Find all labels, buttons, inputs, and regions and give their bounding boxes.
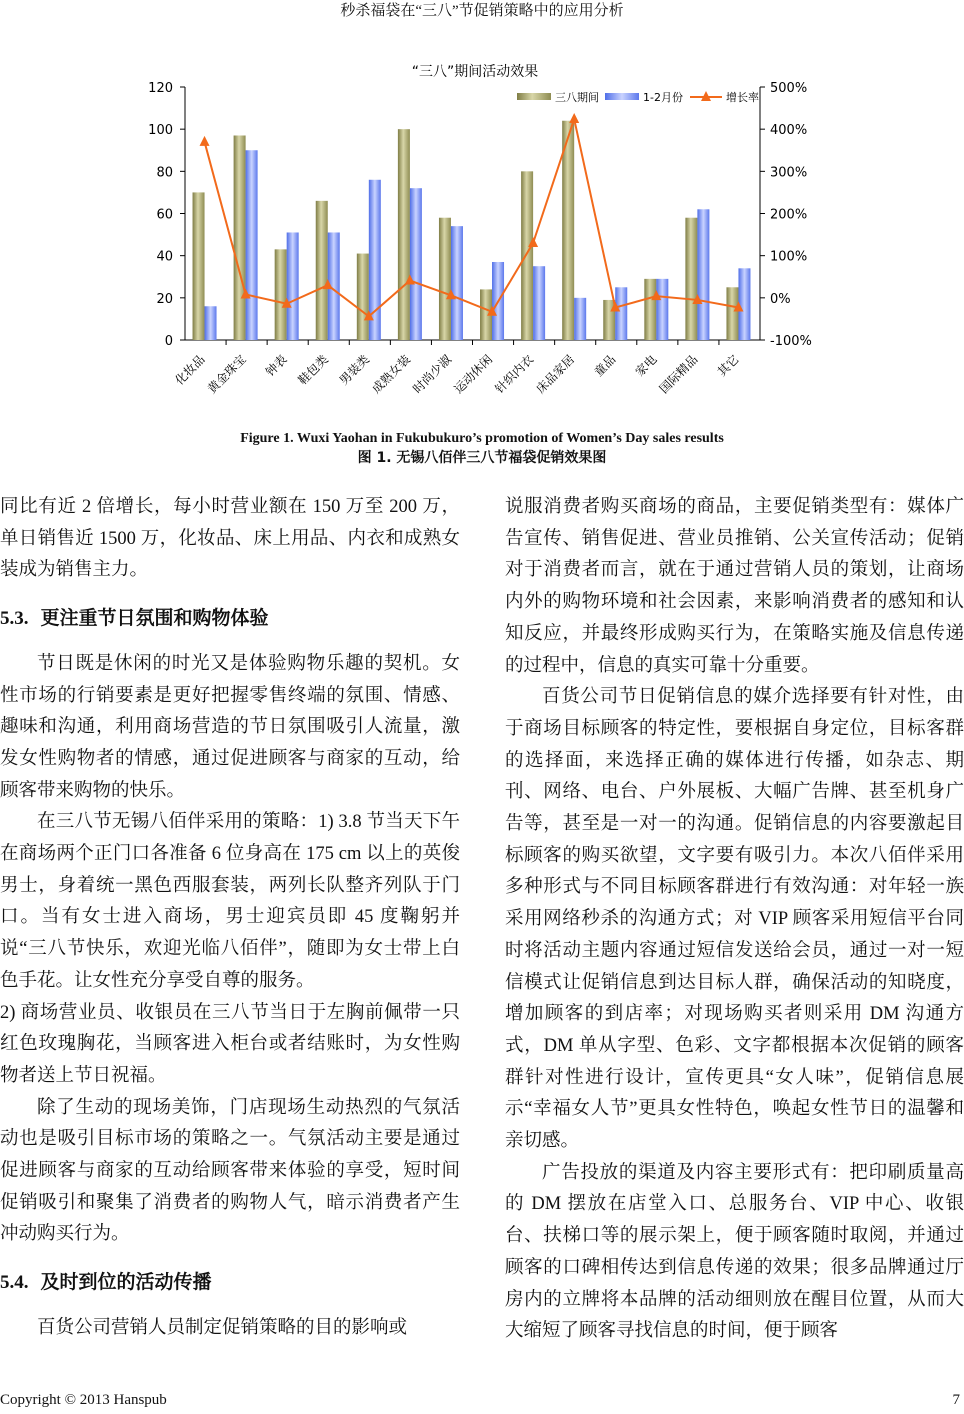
x-tick-label: 运动休闲 (451, 352, 496, 397)
left-column (0, 492, 460, 1345)
y-tick-label: 100 (148, 123, 173, 139)
bar-jan-feb (246, 150, 258, 340)
sales-chart (0, 40, 964, 430)
y2-tick-label: 300% (770, 165, 808, 181)
paragraph: 同比有近 2 倍增长，每小时营业额在 150 万至 200 万，单日销售近 1500 万，化妆品、床上用品、内衣和成熟女装成为销售主力。 (0, 497, 460, 581)
bar-jan-feb (205, 306, 217, 340)
paragraph: 节日既是休闲的时光又是体验购物乐趣的契机。女性市场的行销要素是更好把握零售终端的氛围、情感、趣味和沟通，利用商场营造的节日氛围吸引人流量，激发女性购物者的情感，通过促进顾客与商家的互动，给顾客带来购物的快乐。 (0, 653, 460, 801)
legend-label: 三八期间 (555, 91, 599, 104)
bar-sanba-period (234, 135, 246, 340)
x-tick-label: 床品家居 (533, 352, 578, 397)
section-title: 更注重节日氛围和购物体验 (40, 607, 269, 630)
growth-rate-marker (569, 113, 579, 123)
y-tick-label: 40 (156, 249, 173, 265)
y2-tick-label: 100% (770, 249, 808, 265)
chart-title: “三八”期间活动效果 (411, 64, 539, 80)
bar-jan-feb (533, 266, 545, 340)
y2-tick-label: 200% (770, 207, 808, 223)
bar-jan-feb (738, 268, 750, 340)
bar-jan-feb (615, 287, 627, 340)
page-number: 7 (952, 1392, 960, 1408)
legend-swatch-sanba (517, 93, 551, 100)
y-tick-label: 80 (156, 165, 173, 181)
paragraph: 除了生动的现场美饰，门店现场生动热烈的气氛活动也是吸引目标市场的策略之一。气氛活动主要是通过促进顾客与商家的互动给顾客带来体验的享受，短时间促销吸引和聚集了消费者的购物人气，暗示消费者产生冲动购买行为。 (0, 1097, 460, 1245)
section-number: 5.3. (0, 608, 29, 630)
x-tick-label: 童品 (591, 352, 619, 380)
section-heading-5-3 (0, 603, 460, 635)
bar-jan-feb (656, 279, 668, 340)
x-tick-label: 男装类 (336, 352, 372, 388)
bar-jan-feb (410, 188, 422, 340)
figure-caption-zh: 图 1. 无锡八佰伴三八节福袋促销效果图 (357, 450, 607, 466)
running-header: 秒杀福袋在“三八”节促销策略中的应用分析 (340, 3, 624, 19)
bar-sanba-period (726, 287, 738, 340)
x-tick-label: 国际精品 (656, 352, 701, 397)
section-number: 5.4. (0, 1272, 29, 1294)
bar-jan-feb (451, 226, 463, 340)
paragraph: 百货公司营销人员制定促销策略的目的影响或 (37, 1317, 408, 1338)
bar-sanba-period (562, 121, 574, 340)
y2-tick-label: 0% (770, 291, 791, 307)
figure-caption-en: Figure 1. Wuxi Yaohan in Fukubukuro’s promotion of Women’s Day sales results (240, 431, 724, 446)
x-tick-label: 其它 (714, 352, 742, 380)
bar-jan-feb (287, 232, 299, 340)
paragraph: 在三八节无锡八佰伴采用的策略：1) 3.8 节当天下午在商场两个正门口各准备 6 位身高在 175 cm 以上的英俊男士，身着统一黑色西服套装，两列长队整齐列队于门口。当有女士进入商场，男士迎宾员即 45 度鞠躬并说“三八节快乐，欢迎光临八佰伴”，随即为女士带上白色手花。让女性充分享受自尊的服务。 (0, 812, 460, 991)
paragraph: 广告投放的渠道及内容主要形式有：把印刷质量高的 DM 摆放在店堂入口、总服务台、VIP 中心、收银台、扶梯口等的展示架上，便于顾客随时取阅，并通过顾客的口碑相传达到信息传递的效果；很多品牌通过厅房内的立牌将本品牌的活动细则放在醒目位置，从而大大缩短了顾客寻找信息的时间，便于顾客 (505, 1162, 964, 1342)
y-tick-label: 60 (156, 207, 173, 223)
bar-sanba-period (316, 201, 328, 340)
y-tick-label: 0 (164, 334, 173, 349)
bar-sanba-period (439, 218, 451, 340)
bar-sanba-period (685, 218, 697, 340)
bar-jan-feb (574, 298, 586, 340)
y2-tick-label: -100% (770, 334, 812, 349)
x-tick-label: 黄金珠宝 (204, 352, 249, 397)
section-heading-5-4 (0, 1267, 460, 1299)
paragraph: 2) 商场营业员、收银员在三八节当日于左胸前佩带一只红色玫瑰胸花，当顾客进入柜台或者结账时，为女性购物者送上节日祝福。 (0, 1002, 460, 1086)
y-tick-label: 20 (156, 291, 173, 307)
bar-jan-feb (697, 209, 709, 340)
bar-sanba-period (521, 171, 533, 340)
bar-sanba-period (398, 129, 410, 340)
bar-sanba-period (193, 192, 205, 340)
right-column (505, 492, 964, 1348)
y-tick-label: 120 (148, 81, 173, 96)
section-title: 及时到位的活动传播 (40, 1271, 212, 1294)
x-tick-label: 家电 (632, 352, 660, 380)
x-tick-label: 钟表 (262, 352, 290, 380)
legend-label: 1-2月份 (643, 91, 683, 104)
x-tick-label: 针织内衣 (492, 352, 537, 397)
bar-sanba-period (275, 249, 287, 340)
growth-rate-marker (200, 136, 210, 146)
copyright: Copyright © 2013 Hanspub (0, 1392, 167, 1408)
legend-swatch-janfeb (605, 93, 639, 100)
bar-sanba-period (644, 279, 656, 340)
legend-label: 增长率 (726, 91, 759, 104)
y2-tick-label: 400% (770, 123, 808, 139)
paragraph: 百货公司节日促销信息的媒介选择要有针对性，由于商场目标顾客的特定性，要根据自身定位，目标客群的选择面，来选择正确的媒体进行传播，如杂志、期刊、网络、电台、户外展板、大幅广告牌、甚至机身广告等，甚至是一对一的沟通。促销信息的内容要激起目标顾客的购买欲望，文字要有吸引力。本次八佰伴采用多种形式与不同目标顾客群进行有效沟通：对年轻一族采用网络秒杀的沟通方式；对 VIP 顾客采用短信平台同时将活动主题内容通过短信发送给会员，通过一对一短信模式让促销信息到达目标人群，确保活动的知晓度，增加顾客的到店率；对现场购买者则采用 DM 沟通方式，DM 单从字型、色彩、文字都根据本次促销的顾客群针对性进行设计，宣传更具“女人味”，促销信息展示“幸福女人节”更具女性特色，唤起女性节日的温馨和亲切感。 (505, 687, 964, 1152)
x-tick-label: 化妆品 (172, 352, 208, 388)
x-tick-label: 时尚少淑 (410, 352, 455, 397)
x-tick-label: 成熟女装 (369, 352, 414, 397)
y2-tick-label: 500% (770, 81, 808, 96)
paragraph: 说服消费者购买商场的商品，主要促销类型有：媒体广告宣传、销售促进、营业员推销、公关宣传活动；促销对于消费者而言，就在于通过营销人员的策划，让商场内外的购物环境和社会因素，来影响消费者的感知和认知反应，并最终形成购买行为，在策略实施及信息传递的过程中，信息的真实可靠十分重要。 (505, 497, 964, 676)
bar-sanba-period (357, 254, 369, 340)
x-tick-label: 鞋包类 (295, 352, 331, 388)
